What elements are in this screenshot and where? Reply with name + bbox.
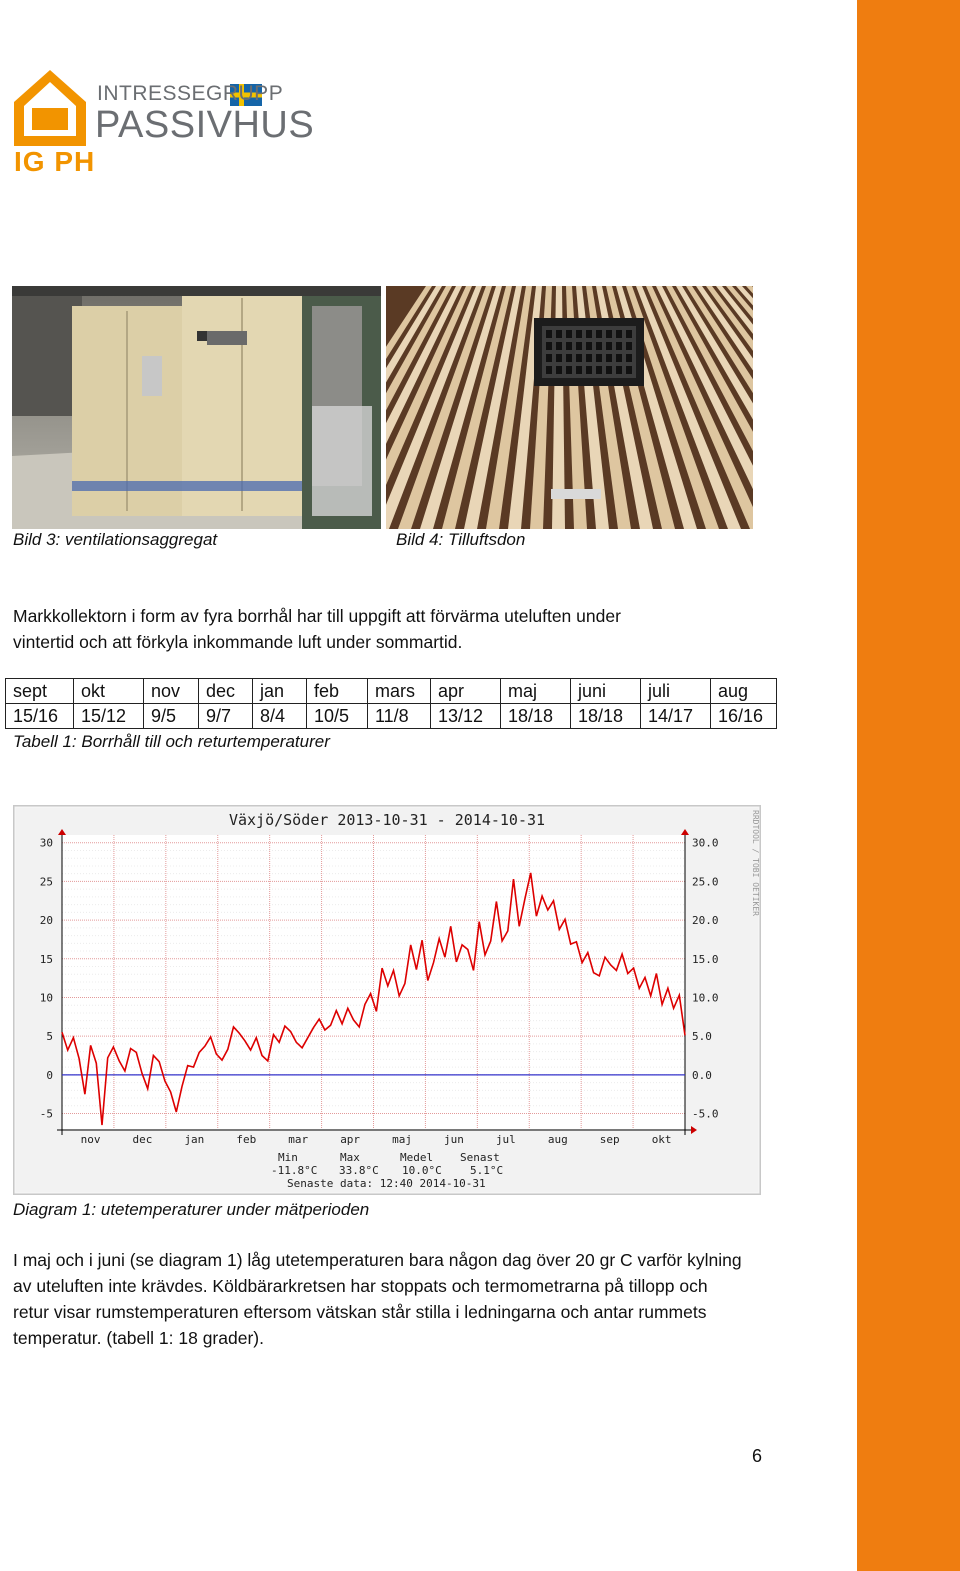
table-cell: 15/16 [6, 704, 74, 729]
table-cell: 18/18 [571, 704, 641, 729]
body-line: I maj och i juni (se diagram 1) låg utetemperaturen bara någon dag över 20 gr C varför kylning [13, 1250, 742, 1270]
house-logo-icon [12, 68, 92, 148]
intro-paragraph [13, 603, 773, 655]
x-tick-label: jan [184, 1133, 205, 1146]
table-cell: feb [307, 679, 368, 704]
stats-value-max: 33.8°C [339, 1164, 379, 1177]
table-cell: 9/7 [199, 704, 253, 729]
logo-line1: INTRESSEGRUPP [97, 82, 284, 105]
table-cell: mars [368, 679, 431, 704]
stats-label-medel: Medel [400, 1151, 434, 1164]
y-tick-label-right: 5.0 [692, 1030, 712, 1044]
stats-value-medel: 10.0°C [402, 1164, 442, 1177]
page-side-bar [857, 0, 960, 1571]
table-cell: juli [641, 679, 711, 704]
temperature-chart [13, 805, 761, 1195]
y-tick-label-left: -5 [39, 1107, 53, 1121]
y-tick-label-right: -5.0 [692, 1107, 719, 1121]
table-cell: 16/16 [711, 704, 777, 729]
y-tick-label-left: 25 [39, 875, 53, 889]
temperature-chart-svg [13, 805, 761, 1195]
x-tick-label: jun [444, 1133, 464, 1146]
table-cell: aug [711, 679, 777, 704]
body-line: temperatur. (tabell 1: 18 grader). [13, 1328, 264, 1348]
body-line: retur visar rumstemperaturen eftersom vätskan står stilla i ledningarna och antar rummets [13, 1302, 707, 1322]
table-cell: 9/5 [144, 704, 199, 729]
table-cell: maj [501, 679, 571, 704]
y-tick-label-left: 0 [46, 1068, 53, 1082]
intro-line: Markkollektorn i form av fyra borrhål har till uppgift att förvärma uteluften under [13, 606, 621, 626]
table-cell: 11/8 [368, 704, 431, 729]
table-value-row [6, 704, 777, 729]
y-tick-label-right: 20.0 [692, 914, 719, 928]
diagram-caption: Diagram 1: utetemperaturer under mätperioden [13, 1200, 370, 1219]
x-tick-label: maj [392, 1133, 412, 1146]
x-tick-label: okt [651, 1133, 672, 1146]
photo-air-diffuser [386, 286, 753, 529]
table-cell: dec [199, 679, 253, 704]
x-tick-label: jul [495, 1133, 516, 1146]
logo-line2: PASSIVHUS [95, 104, 315, 146]
photo2-caption: Bild 4: Tilluftsdon [396, 530, 526, 549]
logo-abbr: IG PH [14, 146, 96, 177]
table-cell: sept [6, 679, 74, 704]
stats-label-max: Max [340, 1151, 360, 1164]
chart-title: Växjö/Söder 2013-10-31 - 2014-10-31 [228, 811, 546, 829]
photo-ventilation-unit [12, 286, 381, 529]
y-tick-label-right: 0.0 [692, 1068, 712, 1082]
table-cell: 8/4 [253, 704, 307, 729]
table-cell: juni [571, 679, 641, 704]
chart-watermark: RRDTOOL / TOBI OETIKER [751, 810, 760, 916]
stats-value-senast: 5.1°C [470, 1164, 504, 1177]
table-cell: 10/5 [307, 704, 368, 729]
y-tick-label-left: 30 [39, 836, 53, 850]
stats-label-senast: Senast [460, 1151, 500, 1164]
borehole-temperature-table [5, 678, 777, 729]
table-cell: 15/12 [74, 704, 144, 729]
table-caption: Tabell 1: Borrhåll till och returtemperaturer [13, 732, 330, 751]
x-tick-label: feb [236, 1133, 257, 1146]
table-header-row [6, 679, 777, 704]
x-tick-label: apr [340, 1133, 361, 1146]
y-tick-label-left: 20 [39, 914, 53, 928]
body-paragraph [13, 1247, 773, 1351]
y-tick-label-right: 10.0 [692, 991, 719, 1005]
table-cell: nov [144, 679, 199, 704]
photo1-caption: Bild 3: ventilationsaggregat [13, 530, 218, 549]
table-cell: apr [431, 679, 501, 704]
stats-label-min: Min [278, 1151, 298, 1164]
x-tick-label: nov [80, 1133, 101, 1146]
y-tick-label-right: 25.0 [692, 875, 719, 889]
table-cell: 13/12 [431, 704, 501, 729]
table-cell: 18/18 [501, 704, 571, 729]
table-cell: jan [253, 679, 307, 704]
y-tick-label-right: 30.0 [692, 836, 719, 850]
table-cell: okt [74, 679, 144, 704]
y-tick-label-left: 10 [39, 991, 53, 1005]
x-tick-label: aug [547, 1133, 568, 1146]
stats-value-min: -11.8°C [271, 1164, 318, 1177]
y-tick-label-left: 5 [46, 1030, 53, 1044]
x-tick-label: sep [599, 1133, 620, 1146]
x-tick-label: dec [132, 1133, 153, 1146]
last-data-label: Senaste data: 12:40 2014-10-31 [287, 1177, 486, 1190]
intro-line: vintertid och att förkyla inkommande luft under sommartid. [13, 632, 463, 652]
y-tick-label-right: 15.0 [692, 952, 719, 966]
x-tick-label: mar [288, 1133, 309, 1146]
page-number: 6 [752, 1446, 763, 1466]
table-cell: 14/17 [641, 704, 711, 729]
y-tick-label-left: 15 [39, 952, 53, 966]
body-line: av uteluften inte krävdes. Köldbärarkretsen har stoppats och termometrarna på tillopp och [13, 1276, 708, 1296]
